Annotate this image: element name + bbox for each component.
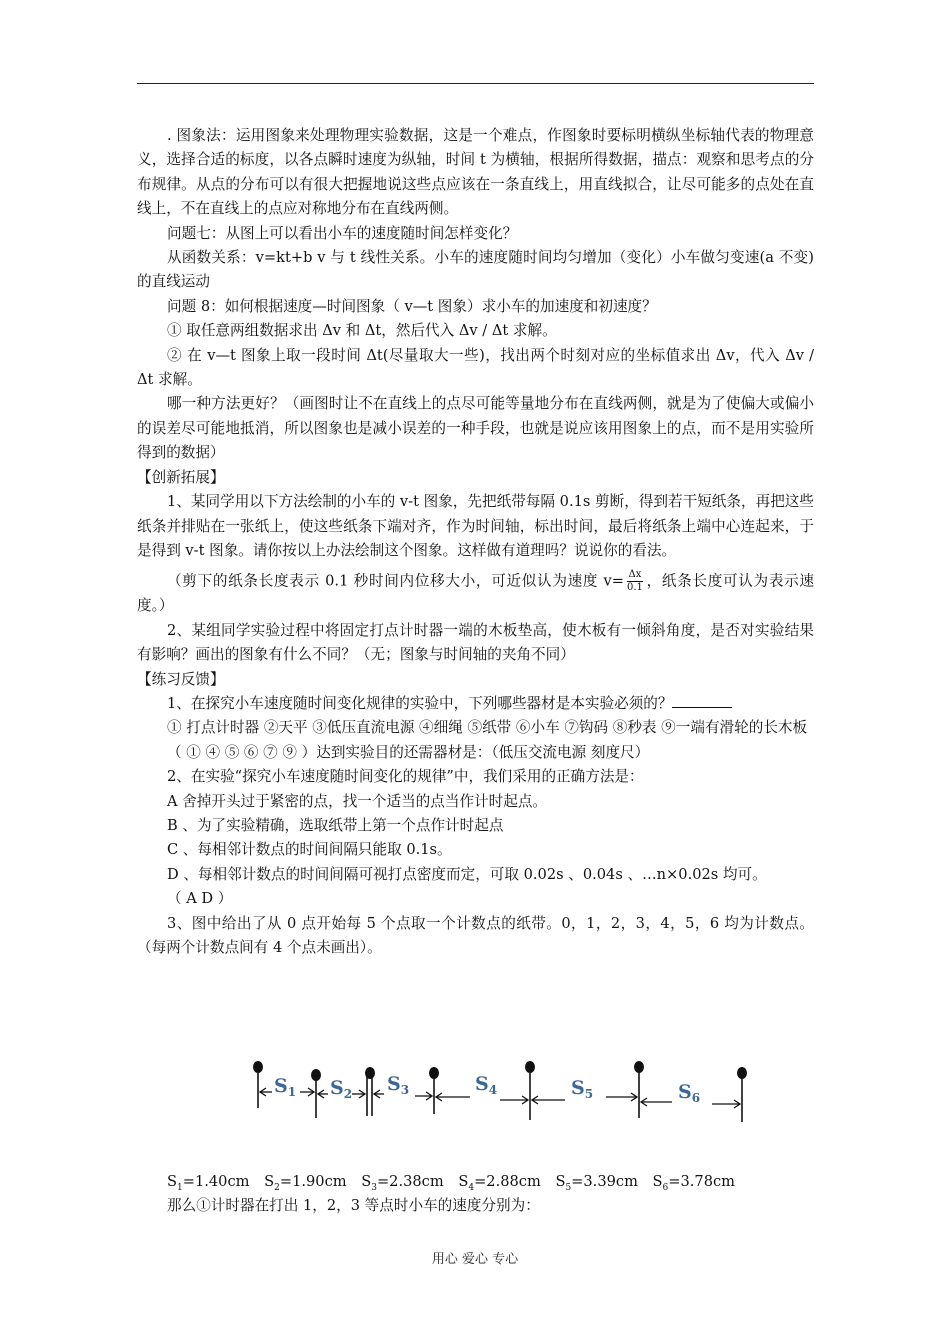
segment-label-s6: $S_6$ [678, 1081, 701, 1105]
option-c: C 、每相邻计数点的时间间隔只能取 0.1s。 [167, 841, 452, 859]
answer-text-after: ，纸条长度可认为表示速度。） [137, 572, 814, 615]
header-rule [137, 83, 814, 84]
dimension-arrows [260, 1088, 740, 1108]
equipment-list: ① 打点计时器 ②天平 ③低压直流电源 ④细绳 ⑤纸带 ⑥小车 ⑦钩码 ⑧秒表 ⑨一端有滑轮的长木板 [167, 719, 808, 737]
measurement-s3: $S_3=2.38cm$ [361, 1173, 444, 1193]
question-eight: 问题 8：如何根据速度—时间图象（ v—t 图象）求小车的加速度和初速度？ [167, 297, 657, 315]
segment-label-s3: $S_3$ [387, 1073, 410, 1097]
segment-labels [274, 1073, 700, 1105]
page-footer: 用心 爱心 专心 [431, 1252, 519, 1267]
measurement-s1: $S_1=1.40cm$ [167, 1173, 250, 1193]
measurement-s5: $S_5=3.39cm$ [555, 1173, 638, 1193]
option-a: A 舍掉开头过于紧密的点，找一个适当的点当作计时起点。 [167, 792, 548, 810]
dot-2 [365, 1067, 375, 1079]
dot-5 [634, 1061, 644, 1073]
dot-6 [737, 1067, 747, 1079]
practice-two-answer: （ A D ） [167, 890, 233, 908]
segment-label-s2: $S_2$ [330, 1077, 353, 1101]
function-relation: 从函数关系：v=kt+b v 与 t 线性关系。小车的速度随时间均匀增加（变化）小车做匀变速(a 不变) 的直线运动 [137, 249, 814, 291]
fraction-denominator: 0.1 [626, 582, 643, 594]
paragraph-graph-method: . 图象法：运用图象来处理物理实验数据，这是一个难点，作图象时要标明横纵坐标轴代表的物理意义，选择合适的标度，以各点瞬时速度为纵轴，时间 t 为横轴，根据所得数据，描点：观察和思考点的分布规律。从点的分布可以有很大把握地说这些点应该在一条直线上，用直线拟合，让尽可能多的点处在直线上，不在直线上的点应对称地分布在直线两侧。 [137, 127, 814, 218]
answer-blank [672, 693, 732, 708]
extension-two: 2、某组同学实验过程中将固定打点计时器一端的木板垫高，使木板有一倾斜角度，是否对实验结果有影响？画出的图象有什么不同？（无；图象与时间轴的夹角不同） [137, 621, 814, 664]
velocity-question: 那么①计时器在打出 1，2，3 等点时小车的速度分别为： [167, 1197, 540, 1214]
option-d: D 、每相邻计数点的时间间隔可视打点密度而定，可取 0.02s 、0.04s 、…n×0.02s 均可。 [167, 865, 767, 883]
main-content [137, 124, 814, 960]
segment-label-s4: $S_4$ [475, 1073, 498, 1097]
method-one: ① 取任意两组数据求出 Δv 和 Δt，然后代入 Δv / Δt 求解。 [167, 322, 557, 340]
segment-label-s1: $S_1$ [274, 1075, 297, 1099]
section-heading-practice: 【练习反馈】 [137, 670, 225, 688]
dot-1 [311, 1069, 321, 1081]
dot-3 [429, 1067, 439, 1079]
extension-one: 1、某同学用以下方法绘制的小车的 v-t 图象，先把纸带每隔 0.1s 剪断，得到若干短纸条，再把这些纸条并排贴在一张纸上，使这些纸条下端对齐，作为时间轴，标出时间，最后将纸条上端中心连起来，于是得到 v-t 图象。请你按以上办法绘制这个图象。这样做有道理吗？说说你的看法。 [137, 493, 814, 559]
tape-dots [253, 1061, 747, 1081]
method-two: ② 在 v—t 图象上取一段时间 Δt(尽量取大一些)，找出两个时刻对应的坐标值求出 Δv，代入 Δv / Δt 求解。 [137, 346, 814, 389]
dot-0 [253, 1061, 263, 1073]
practice-two: 2、在实验“探究小车速度随时间变化的规律”中，我们采用的正确方法是： [167, 768, 644, 786]
option-b: B 、为了实验精确，选取纸带上第一个点作计时起点 [167, 816, 504, 834]
answer-text-before: （剪下的纸条长度表示 0.1 秒时间内位移大小，可近似认为速度 v= [167, 572, 624, 590]
equipment-answer: （ ① ④ ⑤ ⑥ ⑦ ⑨ ）达到实验目的还需器材是：（低压交流电源 刻度尺） [167, 743, 650, 761]
velocity-fraction [627, 569, 643, 594]
practice-one-text: 1、在探究小车速度随时间变化规律的实验中，下列哪些器材是本实验必须的？ [167, 694, 673, 712]
extension-one-answer [137, 569, 814, 618]
measurement-s6: $S_6=3.78cm$ [652, 1173, 736, 1193]
dot-4 [525, 1061, 535, 1073]
measurement-s2: $S_2=1.90cm$ [264, 1173, 347, 1193]
fraction-numerator: Δx [628, 569, 642, 581]
practice-one [137, 692, 814, 716]
practice-three: 3、图中给出了从 0 点开始每 5 个点取一个计数点的纸带。0，1，2，3，4，5，6 均为计数点。（每两个计数点间有 4 个点未画出）。 [137, 914, 814, 956]
question-seven: 问题七：从图上可以看出小车的速度随时间怎样变化？ [167, 224, 518, 242]
measurement-s4: $S_4=2.88cm$ [458, 1173, 541, 1193]
segment-label-s5: $S_5$ [571, 1077, 594, 1101]
tape-marks [258, 1070, 742, 1122]
which-method: 哪一种方法更好？（画图时让不在直线上的点尽可能等量地分布在直线两侧，就是为了使偏大或偏小的误差尽可能地抵消，所以图象也是减小误差的一种手段，也就是说应该用图象上的点，而不是用实验所得到的数据） [137, 395, 814, 462]
section-heading-innovation: 【创新拓展】 [137, 468, 225, 486]
